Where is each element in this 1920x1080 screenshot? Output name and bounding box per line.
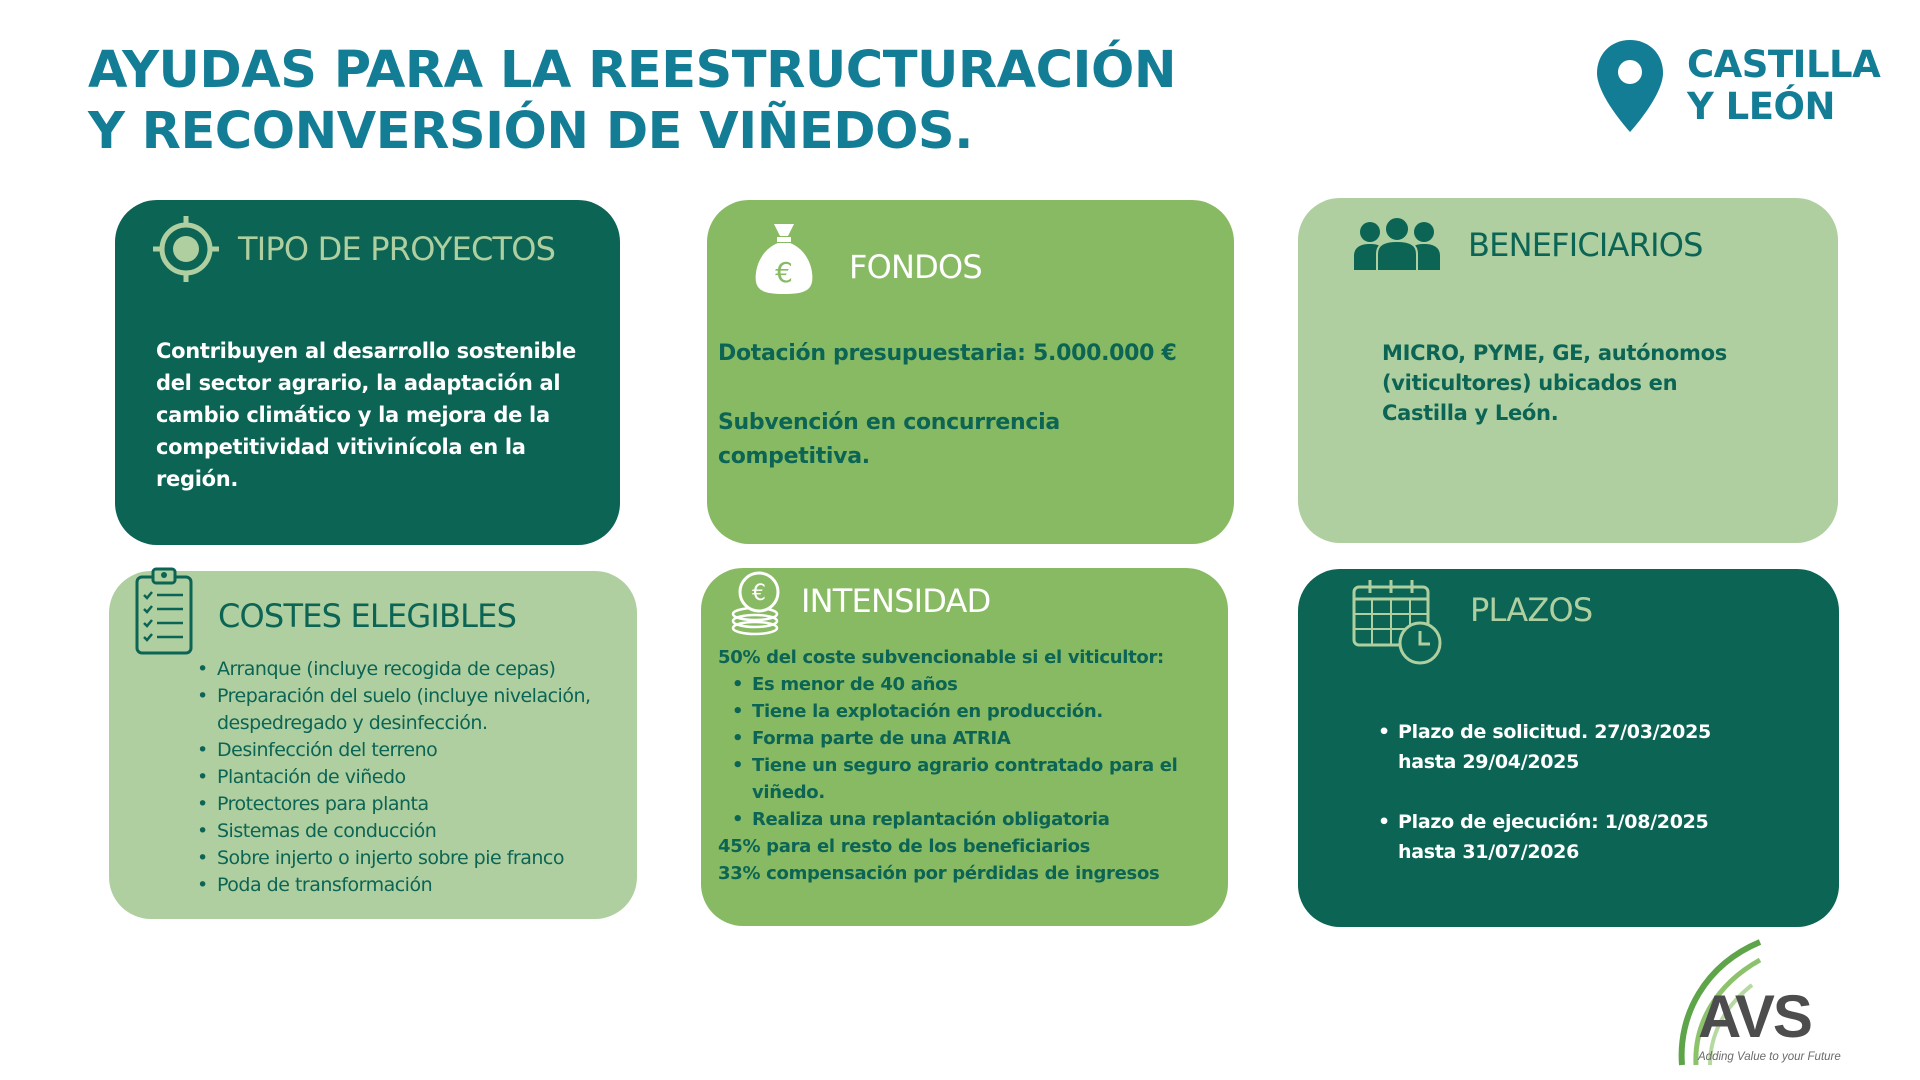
euro-coins-icon: [729, 570, 785, 636]
beneficiarios-description: MICRO, PYME, GE, autónomos (viticultores) ubicados en Castilla y León.: [1382, 341, 1727, 425]
clipboard-checklist-icon: [133, 565, 195, 657]
tipo-description: Contribuyen al desarrollo sostenible del sector agrario, la adaptación al cambio climático y la mejora de la competitividad vitivinícola en la región.: [156, 339, 576, 491]
list-item: • Plantación de viñedo: [195, 764, 625, 791]
card-title: PLAZOS: [1470, 591, 1593, 629]
list-item: • Es menor de 40 años: [730, 671, 1218, 698]
region-name: CASTILLA Y LEÓN: [1687, 43, 1881, 128]
intensidad-line-33: 33% compensación por pérdidas de ingresos: [718, 863, 1160, 884]
card-costes-elegibles: [109, 571, 637, 919]
avs-logo: [1660, 935, 1860, 1075]
card-title: FONDOS: [849, 248, 982, 286]
list-item: • Poda de transformación: [195, 872, 625, 899]
list-item: • Tiene un seguro agrario contratado para el viñedo.: [730, 752, 1218, 806]
card-title: TIPO DE PROYECTOS: [238, 230, 556, 268]
fondos-subvencion: Subvención en concurrencia competitiva.: [718, 410, 1060, 469]
target-icon: [151, 214, 221, 284]
list-item: • Arranque (incluye recogida de cepas): [195, 656, 625, 683]
card-title: BENEFICIARIOS: [1468, 226, 1703, 264]
money-bag-euro-icon: [752, 220, 816, 296]
card-intensidad: [701, 568, 1228, 926]
plazos-list: [1376, 717, 1736, 867]
card-plazos: [1298, 569, 1839, 927]
card-tipo-de-proyectos: [115, 200, 620, 545]
svg-text:AVS: AVS: [1698, 983, 1811, 1050]
list-item: • Desinfección del terreno: [195, 737, 625, 764]
page-title: AYUDAS PARA LA REESTRUCTURACIÓN Y RECONVERSIÓN DE VIÑEDOS.: [88, 41, 1177, 161]
avs-tagline: Adding Value to your Future: [1698, 1051, 1841, 1063]
calendar-clock-icon: [1350, 577, 1446, 669]
group-people-icon: [1353, 216, 1441, 272]
intensidad-list: [730, 671, 1218, 833]
intensidad-intro: 50% del coste subvencionable si el viticultor:: [718, 647, 1164, 668]
list-item: • Plazo de ejecución: 1/08/2025 hasta 31/07/2026: [1376, 807, 1736, 867]
list-item: • Tiene la explotación en producción.: [730, 698, 1218, 725]
location-pin-icon: [1595, 38, 1665, 134]
card-beneficiarios: [1298, 198, 1838, 543]
list-item: • Forma parte de una ATRIA: [730, 725, 1218, 752]
region-badge: [1595, 38, 1915, 138]
list-item: • Plazo de solicitud. 27/03/2025 hasta 29/04/2025: [1376, 717, 1736, 777]
card-title: INTENSIDAD: [801, 582, 991, 620]
card-fondos: [707, 200, 1234, 544]
fondos-dotacion: Dotación presupuestaria: 5.000.000 €: [718, 341, 1177, 366]
svg-text:€: €: [752, 581, 766, 606]
intensidad-line-45: 45% para el resto de los beneficiarios: [718, 836, 1091, 857]
list-item: • Preparación del suelo (incluye nivelación, despedregado y desinfección.: [195, 683, 625, 737]
intensidad-body: [718, 644, 1218, 887]
list-item: • Protectores para planta: [195, 791, 625, 818]
list-item: • Sistemas de conducción: [195, 818, 625, 845]
list-item: • Realiza una replantación obligatoria: [730, 806, 1218, 833]
costes-list: [195, 656, 625, 899]
svg-text:€: €: [775, 256, 793, 289]
card-title: COSTES ELEGIBLES: [218, 597, 517, 635]
list-item: • Sobre injerto o injerto sobre pie franco: [195, 845, 625, 872]
